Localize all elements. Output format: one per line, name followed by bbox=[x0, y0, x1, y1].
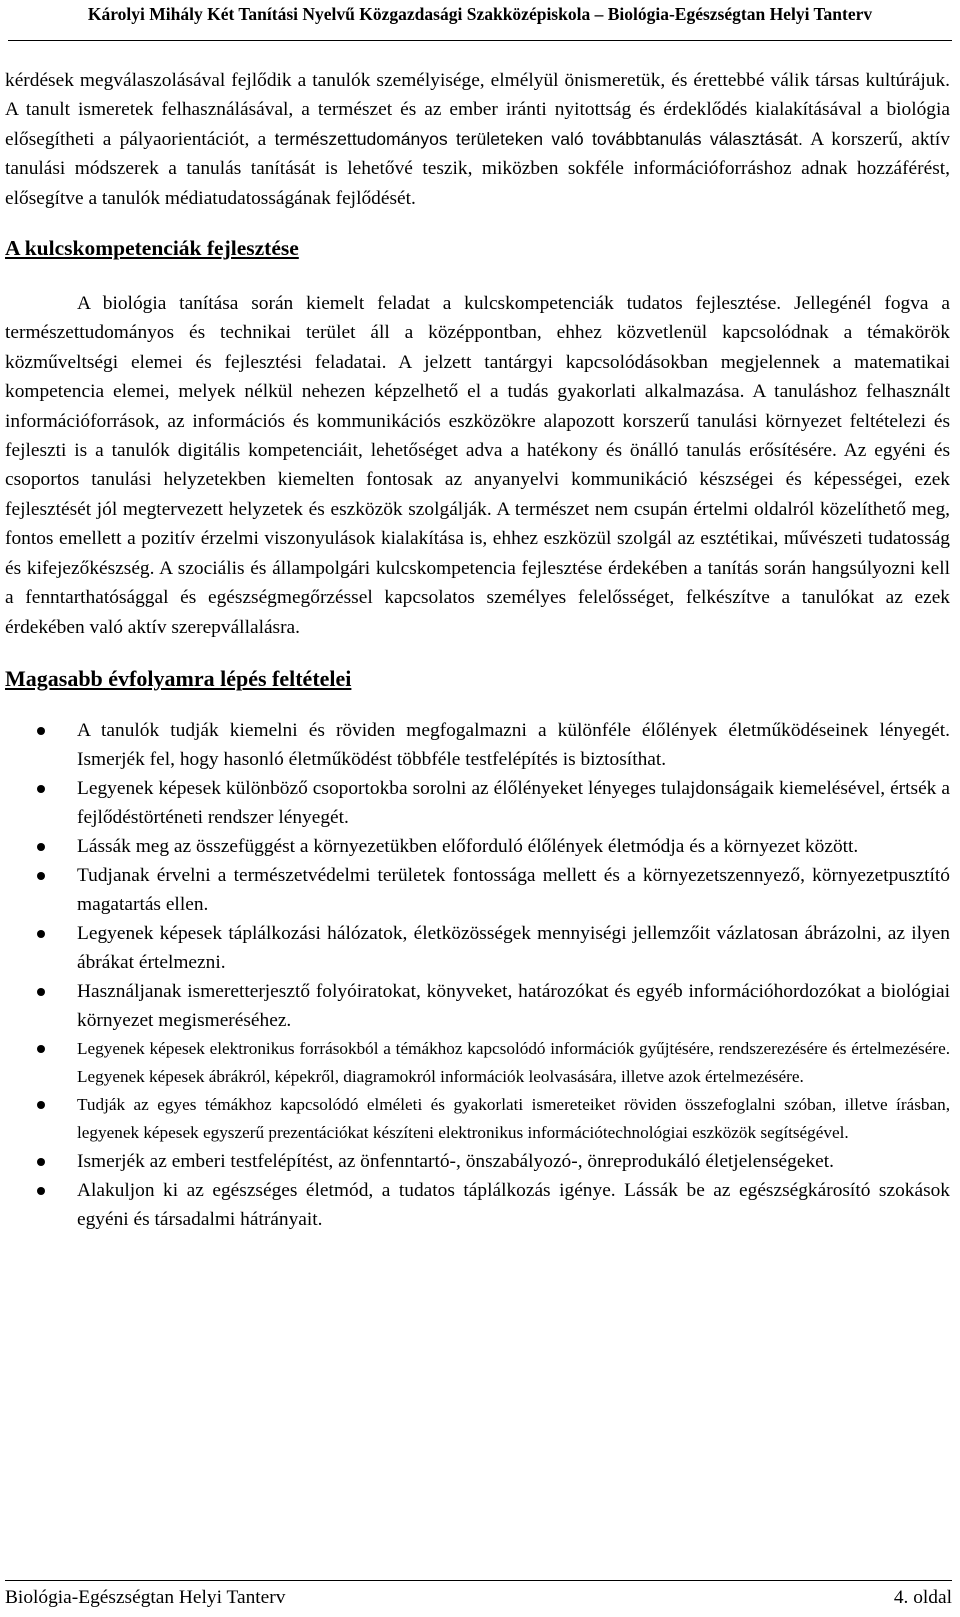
list-item-text: Legyenek képesek táplálkozási hálózatok, életközösségek mennyiségi jellemzőit vázlatosan ábrázolni, az ilyen ábrákat értelmezni. bbox=[77, 922, 950, 973]
list-item bbox=[5, 1035, 950, 1091]
list-item-text: Alakuljon ki az egészséges életmód, a tudatos táplálkozás igénye. Lássák be az egészségkárosító szokások egyéni és társadalmi hátrányait. bbox=[77, 1179, 950, 1230]
page-footer bbox=[5, 1580, 952, 1610]
bullet-icon bbox=[37, 843, 45, 851]
list-item-text: Tudják az egyes témákhoz kapcsolódó elméleti és gyakorlati ismereteiket röviden összefoglalni szóban, illetve írásban, legyenek képesek egyszerű prezentációkat készíteni elektronikus információtechnológiai eszközök segítségével. bbox=[77, 1094, 950, 1142]
section-heading-magasabb-evfolyam: Magasabb évfolyamra lépés feltételei bbox=[5, 665, 352, 691]
header-text: Károlyi Mihály Két Tanítási Nyelvű Közgazdasági Szakközépiskola – Biológia-Egészségtan Helyi Tanterv bbox=[87, 4, 873, 24]
bullet-icon bbox=[37, 1158, 45, 1166]
list-item-text: Legyenek képesek különböző csoportokba sorolni az élőlényeket lényeges tulajdonságaik kiemelésével, értsék a fejlődéstörténeti rendszer lényegét. bbox=[77, 777, 950, 828]
list-item-text: Ismerjék az emberi testfelépítést, az önfenntartó-, önszabályozó-, önreprodukáló életjelenségeket. bbox=[77, 1150, 834, 1172]
list-item-text: Lássák meg az összefüggést a környezetükben előforduló élőlények életmódja és a környezet között. bbox=[77, 835, 859, 857]
bullet-icon bbox=[37, 872, 45, 880]
section-heading-kulcskompetenciak: A kulcskompetenciák fejlesztése bbox=[5, 236, 299, 261]
list-item bbox=[5, 832, 950, 861]
page-header bbox=[8, 0, 952, 41]
intro-text-part1: kérdések megválaszolásával fejlődik a tanulók személyisége, elmélyül önismeretük, és érettebbé válik társas kultúrájuk. A tanult ismeretek felhasználásával, a természet és az ember iránti nyitottság és érdeklődés kialakításával a biológia elősegítheti a pályaorientációt, a bbox=[5, 70, 950, 150]
page-number: 4. oldal bbox=[893, 1587, 952, 1608]
list-item bbox=[5, 1147, 950, 1176]
list-item bbox=[5, 919, 950, 977]
bullet-icon bbox=[37, 727, 45, 735]
requirements-list bbox=[5, 716, 950, 1234]
list-item-text: Használjanak ismeretterjesztő folyóiratokat, könyveket, határozókat és egyéb információhordozókat a biológiai környezet megismeréséhez. bbox=[77, 980, 950, 1031]
list-item-text: Tudjanak érvelni a természetvédelmi területek fontossága mellett és a környezetszennyező, környezetpusztító magatartás ellen. bbox=[77, 864, 950, 915]
list-item bbox=[5, 716, 950, 774]
list-item bbox=[5, 774, 950, 832]
page-content bbox=[5, 66, 950, 1234]
bullet-icon bbox=[37, 785, 45, 793]
intro-text-part2: természettudományos területeken való továbbtanulás választását. bbox=[274, 128, 803, 149]
bullet-icon bbox=[37, 1101, 45, 1109]
list-item bbox=[5, 1091, 950, 1147]
list-item bbox=[5, 1176, 950, 1234]
intro-text-part3: A korszerű, aktív tanulási módszerek a tanulás tanítását is lehetővé teszik, miközben sokféle információforráshoz adnak hozzáférést, elősegítve a tanulók médiatudatosságának fejlődését. bbox=[5, 128, 950, 209]
bullet-icon bbox=[37, 988, 45, 996]
list-item bbox=[5, 861, 950, 919]
list-item-text: A tanulók tudják kiemelni és röviden megfogalmazni a különféle élőlények életműködéseinek lényegét. Ismerjék fel, hogy hasonló életműködést többféle testfelépítés is biztosíthat. bbox=[77, 719, 950, 770]
bullet-icon bbox=[37, 1045, 45, 1053]
list-item bbox=[5, 977, 950, 1035]
bullet-icon bbox=[37, 1187, 45, 1195]
intro-paragraph bbox=[5, 66, 950, 213]
footer-document-title: Biológia-Egészségtan Helyi Tanterv bbox=[5, 1587, 286, 1608]
bullet-icon bbox=[37, 930, 45, 938]
kulcskompetenciak-paragraph: A biológia tanítása során kiemelt feladat a kulcskompetenciák tudatos fejlesztése. Jellegénél fogva a természettudományos és technikai terület áll a középpontban, ehhez közvetlenül kapcsolódnak a témakörök közműveltségi elemei és fejlesztési feladatai. A jelzett tantárgyi kapcsolódásokban megjelennek a matematikai kompetencia elemei, melyek nélkül nehezen képzelhető el a tudás gyakorlati alkalmazása. A tanuláshoz felhasznált információforrások, az információs és kommunikációs eszközökre alapozott korszerű tanulási környezet feltételezi és fejleszti is a tanulók digitális kompetenciáit, lehetőséget adva a hatékony és önálló tanulás erősítésére. Az egyéni és csoportos tanulási helyzetekben kiemelten fontosak az anyanyelvi kommunikáció készségei és képességei, ezek fejlesztését jól megtervezett helyzetek és eszközök szolgálják. A természet nem csupán értelmi oldalról közelíthető meg, fontos emellett a pozitív érzelmi viszonyulások kialakítása is, ehhez eszközül szolgál az esztétikai, művészeti tudatosság és kifejezőkészség. A szociális és állampolgári kulcskompetencia fejlesztése érdekében a tanítás során hangsúlyozni kell a fenntarthatósággal és egészségmegőrzéssel kapcsolatos személyes felelősséget, felkészítve a tanulókat az ezek érdekében való aktív szerepvállalásra. bbox=[5, 293, 950, 638]
list-item-text: Legyenek képesek elektronikus forrásokból a témákhoz kapcsolódó információk gyűjtésére, rendszerezésére és értelmezésére. Legyenek képesek ábrákról, képekről, diagramokról információk leolvasására, illetve azok értelmezésére. bbox=[77, 1038, 950, 1086]
